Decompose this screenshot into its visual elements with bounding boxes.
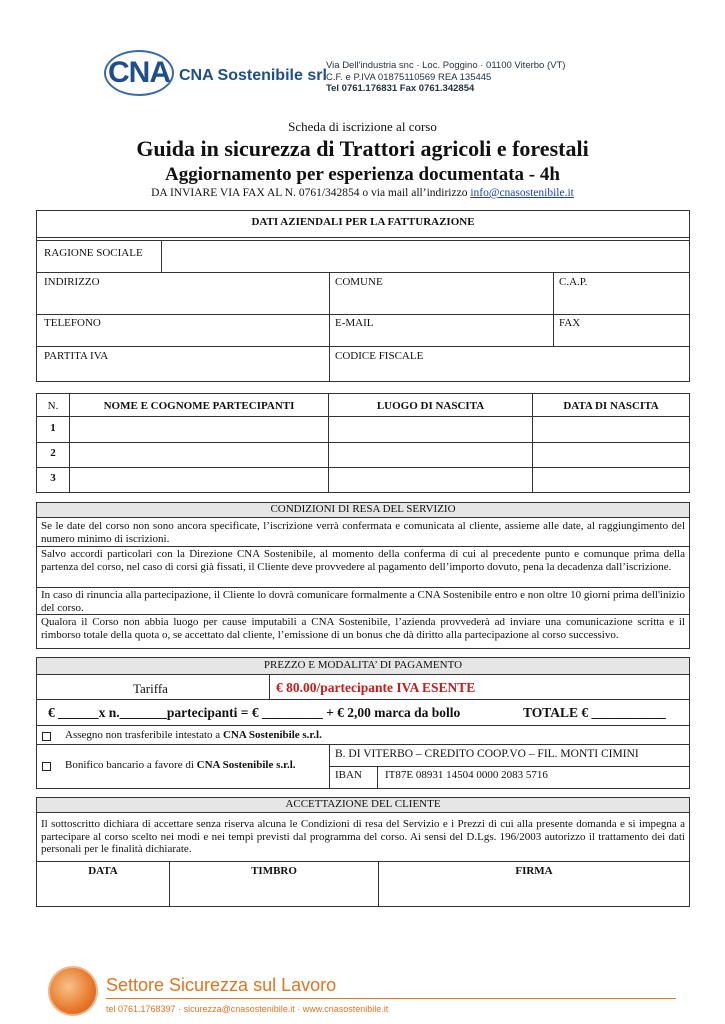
address-line-2: C.F. e P.IVA 01875110569 REA 135445 — [326, 71, 492, 83]
company-logo — [104, 50, 327, 100]
company-address — [326, 60, 565, 95]
billing-heading: DATI AZIENDALI PER LA FATTURAZIONE — [251, 216, 475, 228]
acceptance-heading: ACCETTAZIONE DEL CLIENTE — [37, 798, 689, 813]
bonifico-checkbox[interactable] — [42, 762, 51, 771]
ragione-sociale-label: RAGIONE SOCIALE — [44, 247, 143, 259]
price-formula: € ______x n._______partecipanti = € _________ + € 2,00 marca da bollo — [48, 705, 461, 720]
bonifico-payee: CNA Sostenibile s.r.l. — [196, 759, 296, 771]
fax-label: FAX — [559, 317, 581, 329]
safety-worker-image — [48, 966, 98, 1016]
address-line-3: Tel 0761.176831 Fax 0761.342854 — [326, 83, 475, 94]
timbro-label: TIMBRO — [251, 865, 297, 877]
bonifico-text: Bonifico bancario a favore di — [65, 759, 197, 771]
ragione-sociale-field[interactable] — [162, 240, 689, 272]
billing-table — [36, 210, 690, 382]
payment-box — [36, 657, 690, 789]
tariffa-value: € 80.00/partecipante IVA ESENTE — [276, 680, 476, 695]
total-field[interactable]: TOTALE € ___________ — [523, 705, 666, 720]
comune-label: COMUNE — [335, 276, 383, 288]
email-label: E-MAIL — [335, 317, 374, 329]
col-date-header: DATA DI NASCITA — [563, 400, 659, 412]
bonifico-option — [65, 759, 296, 771]
assegno-option — [65, 729, 322, 741]
condition-paragraph: Se le date del corso non sono ancora specificate, l’iscrizione verrà confermata e comunicata al cliente, assieme alle date, al raggiungimento del numero minimo di iscrizioni. — [41, 520, 685, 545]
footer-contacts: tel 0761.1768397 · sicurezza@cnasostenibile.it · www.cnasostenibile.it — [106, 1004, 389, 1014]
course-title: Guida in sicurezza di Trattori agricoli e forestali — [136, 136, 589, 161]
conditions-heading: CONDIZIONI DI RESA DEL SERVIZIO — [37, 503, 689, 518]
tariffa-label: Tariffa — [133, 681, 168, 696]
form-subtitle: Scheda di iscrizione al corso — [288, 119, 437, 134]
col-place-header: LUOGO DI NASCITA — [376, 400, 485, 412]
conditions-box — [36, 502, 690, 649]
participant-row-number: 1 — [50, 422, 56, 434]
col-name-header: NOME E COGNOME PARTECIPANTI — [103, 400, 295, 412]
data-label: DATA — [88, 865, 118, 877]
participants-table — [36, 393, 690, 493]
assegno-payee: CNA Sostenibile s.r.l. — [222, 729, 322, 741]
bank-name: B. DI VITERBO – CREDITO COOP.VO – FIL. MONTI CIMINI — [335, 748, 639, 760]
telefono-label: TELEFONO — [44, 317, 101, 329]
acceptance-text: Il sottoscritto dichiara di accettare senza riserva alcuna le Condizioni di resa del Servizio e i Prezzi di cui alla presente domanda e si impegna a partecipare al corso scelto nei modi e nei tempi previsti dal programma del corso. Ai sensi del D.Lgs. 196/2003 autorizzo il trattamento dei dati personali per le finalità dichiarate. — [41, 818, 685, 855]
partita-iva-label: PARTITA IVA — [44, 350, 109, 362]
footer-title: Settore Sicurezza sul Lavoro — [106, 975, 337, 995]
send-instructions — [0, 187, 725, 199]
iban-value: IT87E 08931 14504 0000 2083 5716 — [385, 769, 548, 781]
assegno-text: Assegno non trasferibile intestato a — [65, 729, 223, 741]
condition-paragraph: Qualora il Corso non abbia luogo per cause imputabili a CNA Sostenibile, l’azienda provvederà ad inviare una comunicazione scritta e il rimborso totale della quota o, se accettato dal cliente, l’emissione di un bonus che dà diritto alla partecipazione al corso successivo. — [41, 616, 685, 641]
payment-heading: PREZZO E MODALITA’ DI PAGAMENTO — [37, 658, 689, 675]
course-subtitle: Aggiornamento per esperienza documentata - 4h — [165, 164, 560, 185]
email-link[interactable]: info@cnasostenibile.it — [470, 187, 574, 199]
condition-paragraph: In caso di rinuncia alla partecipazione, il Cliente lo dovrà comunicare formalmente a CNA Sostenibile entro e non oltre 10 giorni prima dell'inizio del corso. — [41, 589, 685, 614]
logo-mark: CNA — [108, 56, 170, 89]
timbro-field[interactable] — [170, 878, 378, 906]
cap-label: C.A.P. — [559, 276, 588, 288]
footer-divider — [106, 998, 676, 999]
indirizzo-label: INDIRIZZO — [44, 276, 100, 288]
assegno-checkbox[interactable] — [42, 732, 51, 741]
participant-row-number: 2 — [50, 447, 56, 459]
condition-paragraph: Salvo accordi particolari con la Direzione CNA Sostenibile, al momento della conferma di cui al precedente punto e comunque prima della partenza del corso, nel caso di corsi già fissati, il Cliente deve provvedere al pagamento dell’importo dovuto, pena la decadenza dall’iscrizione. — [41, 548, 685, 573]
codice-fiscale-label: CODICE FISCALE — [335, 350, 424, 362]
acceptance-box — [36, 797, 690, 907]
firma-field[interactable] — [379, 878, 689, 906]
iban-label: IBAN — [335, 769, 362, 781]
data-field[interactable] — [37, 878, 169, 906]
firma-label: FIRMA — [515, 865, 553, 877]
participant-row-number: 3 — [50, 472, 56, 484]
col-n-header: N. — [47, 400, 59, 412]
address-line-1: Via Dell'industria snc · Loc. Poggino · 01100 Viterbo (VT) — [326, 60, 566, 71]
logo-name: CNA Sostenibile srl — [179, 67, 327, 84]
fax-text: DA INVIARE VIA FAX AL N. 0761/342854 o via mail all’indirizzo — [151, 187, 471, 199]
